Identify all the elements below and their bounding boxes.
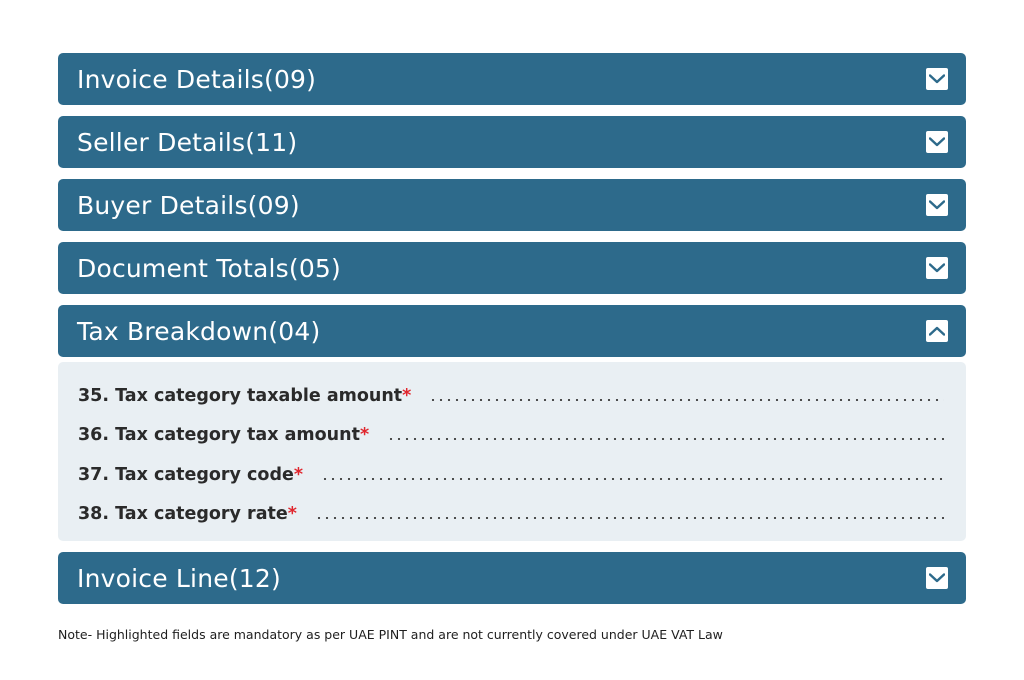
required-marker: * xyxy=(293,464,304,485)
section-title: Invoice Details(09) xyxy=(77,64,317,94)
section-title: Seller Details(11) xyxy=(77,127,298,157)
field-label: 35. Tax category taxable amount xyxy=(78,385,403,406)
dotted-leader xyxy=(429,399,944,401)
required-marker: * xyxy=(287,504,297,525)
footnote: Note- Highlighted fields are mandatory as per UAE PINT and are not currently covered under UAE VAT Law xyxy=(58,627,723,642)
chevron-up-icon[interactable] xyxy=(926,320,948,342)
section-title: Buyer Details(09) xyxy=(77,190,300,220)
accordion xyxy=(58,53,966,615)
section-buyer-details-header[interactable] xyxy=(58,179,966,231)
dotted-leader xyxy=(321,478,944,480)
field-row xyxy=(78,416,946,456)
dotted-leader xyxy=(315,517,944,519)
chevron-down-icon[interactable] xyxy=(926,68,948,90)
section-tax-breakdown-header[interactable] xyxy=(58,305,966,357)
section-tax-breakdown-body xyxy=(58,362,966,541)
chevron-down-icon[interactable] xyxy=(926,194,948,216)
dotted-leader xyxy=(387,438,944,440)
field-label: 38. Tax category rate xyxy=(78,504,288,525)
section-seller-details-header[interactable] xyxy=(58,116,966,168)
field-row xyxy=(78,376,946,416)
chevron-down-icon[interactable] xyxy=(926,567,948,589)
chevron-down-icon[interactable] xyxy=(926,257,948,279)
field-label: 37. Tax category code xyxy=(78,464,294,485)
section-title: Tax Breakdown(04) xyxy=(77,316,321,346)
required-marker: * xyxy=(402,385,412,406)
section-title: Document Totals(05) xyxy=(77,253,341,283)
field-row xyxy=(78,455,946,495)
section-invoice-line-header[interactable] xyxy=(58,552,966,604)
field-row xyxy=(78,495,946,535)
section-document-totals-header[interactable] xyxy=(58,242,966,294)
chevron-down-icon[interactable] xyxy=(926,131,948,153)
section-title: Invoice Line(12) xyxy=(77,563,281,593)
section-invoice-details-header[interactable] xyxy=(58,53,966,105)
required-marker: * xyxy=(359,425,370,446)
field-label: 36. Tax category tax amount xyxy=(78,425,360,446)
